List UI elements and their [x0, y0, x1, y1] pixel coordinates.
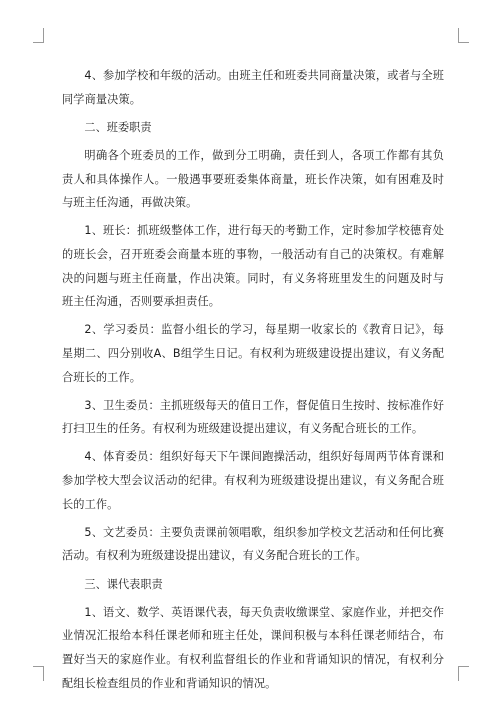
para-monitor: 1、班长：抓班级整体工作，进行每天的考勤工作，定时参加学校德育处的班长会，召开班委会商量本班的事物，一般活动有自己的决策权。有难解决的问题与班主任商量，作出决策。同时，有义务将班里发生的问题及时与班主任沟通，否则要承担责任。	[62, 224, 444, 309]
para-sports-committee: 4、体育委员：组织好每天下午课间跑操活动，组织好每周两节体育课和参加学校大型会议活动的纪律。有权利为班级建设提出建议，有义务配合班长的工作。	[62, 450, 444, 511]
crop-mark-bottom-right	[458, 666, 469, 681]
para-committee-intro: 明确各个班委员的工作，做到分工明确，责任到人，各项工作都有其负责人和具体操作人。一般遇事要班委集体商量，班长作决策，如有困难及时与班主任沟通，再做决策。	[62, 148, 444, 210]
para-activities: 4、参加学校和年级的活动。由班主任和班委共同商量决策，或者与全班同学商量决策。	[62, 69, 444, 106]
para-subject-reps: 1、语文、数学、英语课代表，每天负责收缴课堂、家庭作业，并把交作业情况汇报给本科任课老师和班主任处，课间积极与本科任课老师结合，布置好当天的家庭作业。有权利监督组长的作业和背诵知识的情况，有权利分配组长检查组员的作业和背诵知识的情况。	[62, 605, 444, 690]
para-hygiene-committee: 3、卫生委员：主抓班级每天的值日工作，督促值日生按时、按标准作好打扫卫生的任务。有权利为班级建设提出建议，有义务配合班长的工作。	[62, 398, 444, 436]
document-body	[62, 64, 444, 700]
crop-mark-bottom-left	[33, 666, 44, 681]
para-arts-committee: 5、文艺委员：主要负责课前领唱歌，组织参加学校文艺活动和任何比赛活动。有权利为班级建设提出建议，有义务配合班长的工作。	[62, 525, 444, 563]
heading-subject-rep-duties: 三、课代表职责	[84, 577, 163, 591]
crop-mark-top-right	[458, 28, 469, 43]
crop-mark-top-left	[33, 28, 44, 43]
para-study-committee: 2、学习委员：监督小组长的学习，每星期一收家长的《教育日记》，每星期二、四分别收A、B组学生日记。有权利为班级建设提出建议，有义务配合班长的工作。	[62, 323, 444, 384]
heading-committee-duties: 二、班委职责	[84, 120, 152, 134]
